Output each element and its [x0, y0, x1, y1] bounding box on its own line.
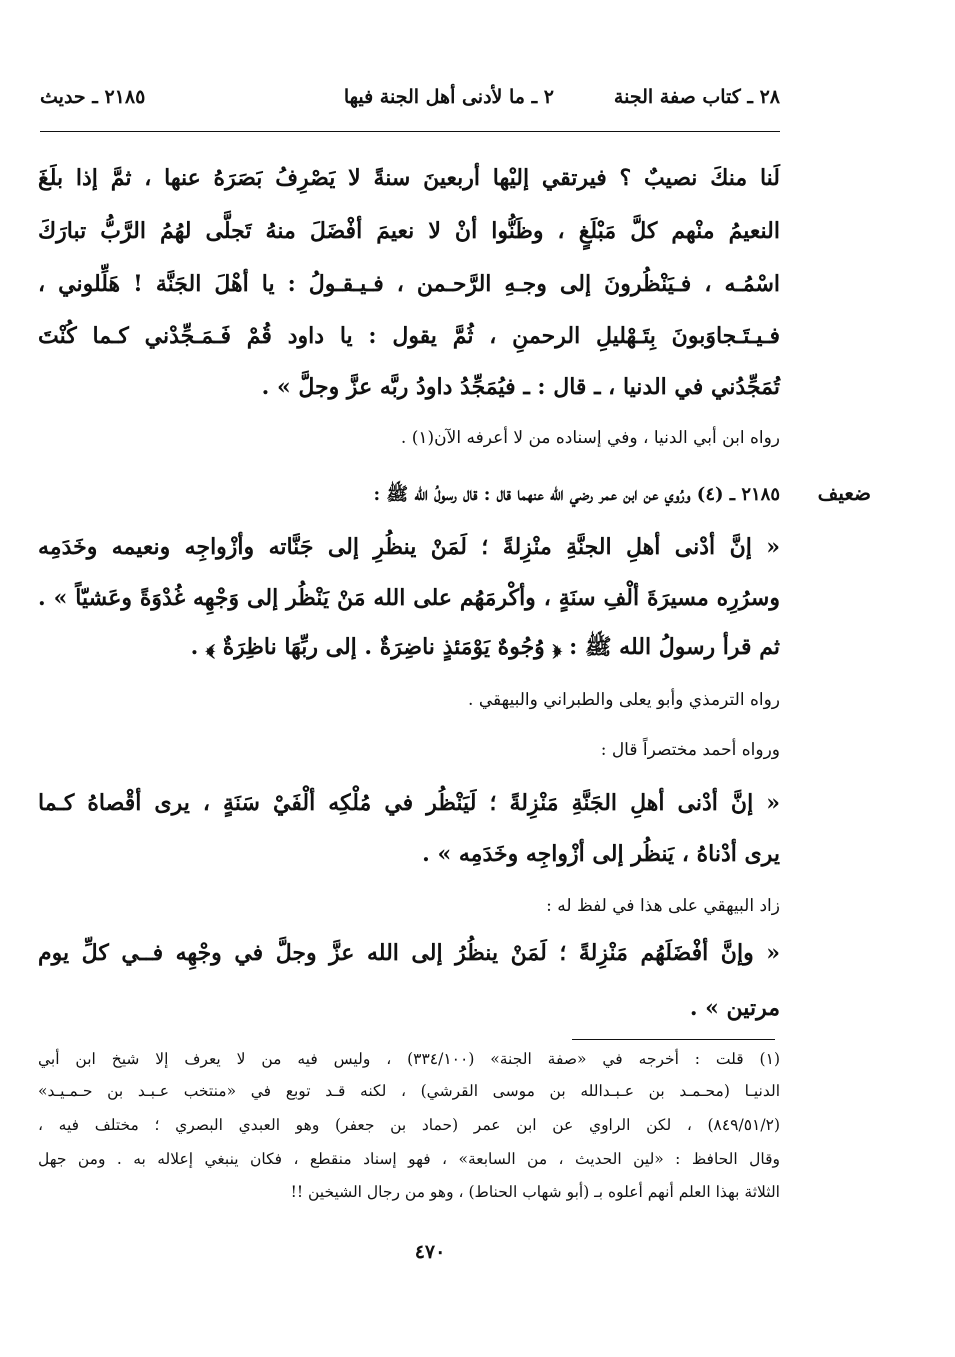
hadith-line: « إنَّ أدْنى أهلِ الجنَّةِ منْزِلةً ؛ لَمَنْ ينظُرِ إلى جَنَّاته وأزْواجِه ونعيمه وخَدَمِه [38, 534, 780, 560]
hadith-line: ثم قرأ رسولُ الله ﷺ : ﴿ وُجُوهٌ يَوْمَئذٍ ناضِرَةٌ . إلى ربِّهَا ناظِرَةٌ ﴾ . [190, 634, 780, 660]
bayhaqi-line: مرتين » . [689, 995, 780, 1021]
ahmad-note: ورواه أحمد مختصراً قال : [600, 740, 780, 760]
footnote-rule [572, 1039, 775, 1040]
chapter-title: ٢٨ ـ كتاب صفة الجنة [613, 86, 780, 108]
section-title: ٢ ـ ما لأدنى أهل الجنة فيها [343, 86, 554, 108]
footnote-line: الثلاثة بهذا العلم أنهم أعلوه بـ (أبو شهاب الحناط) ، وهو من رجال الشيخين !! [290, 1183, 780, 1201]
footnote-line: (١) قلت : أخرجه في «صفة الجنة» (٣٣٤/١٠٠) ، وليس فيه من لا يعرف إلا شيخ ابن أبي [38, 1050, 780, 1068]
source-note: رواه ابن أبي الدنيا ، وفي إسناده من لا أعرفه الآن(١) . [400, 428, 780, 448]
narrators-note: رواه الترمذي وأبو يعلى والطبراني والبيهقي . [468, 690, 780, 710]
bayhaqi-line: « وإنَّ أفْضَلَهُم مَنْزِلةً ؛ لَمَنْ ينظُرُ إلى الله عزَّ وجلَّ في وجْهِه فــي كلِّ يوم [38, 940, 780, 966]
footnote-line: وقال الحافظ : «لين الحديث ، من السابعة» ، فهو إسناد منقطع ، فكان ينبغي إعلاله به . ومن جهل [38, 1150, 780, 1168]
ahmad-line: « إنَّ أدْنى أهلِ الجَنَّةِ مَنْزِلةً ؛ لَيَنْظُر في مُلْكِه ألْفَيْ سَنَةٍ ، يرى أقْصاهُ كـما [38, 790, 780, 816]
body-line: النعيمُ منْهم كلَّ مَبْلَغٍ ، وظَنُّوا أنْ لا نعيمَ أفْضَلَ منهُ تَجلَّى لهُمُ الرَّبُّ تبارَكَ [38, 218, 780, 244]
footnote-line: (٨٤٩/٥١/٢) ، لكن الراوي عن ابن عمر (حماد بن جعفر) وهو العبدي البصري ؛ مختلف فيه ، [38, 1116, 780, 1134]
hadith-intro: ٢١٨٥ ـ (٤) ورُوي عن ابن عمر رضي الله عنهما قال : قال رسولُ الله ﷺ : [373, 484, 780, 505]
body-line: فـيـتَـجاوَبونَ بِتَـهْليلِ الرحمنِ ، ثُمَّ يقول : يا داود قُمْ فَـمَـجِّدْني كـما كُنْتَ [38, 323, 780, 349]
bayhaqi-note: زاد البيهقي على هذا في لفظ له : [546, 896, 780, 916]
ahmad-line: يرى أدْناهُ ، يَنظُر إلى أزْواجِه وخَدَمِه » . [422, 841, 780, 867]
running-header [40, 86, 780, 120]
header-rule [40, 131, 780, 132]
page-number: ٤٧٠ [414, 1241, 446, 1263]
grade-label: ضعيف [817, 481, 871, 505]
body-line: لَنا منكَ نصيبٌ ؟ فيرتقي إليْها أربعينَ سنةً لا يَصْرِفُ بَصَرَهُ عنها ، ثمَّ إذا بلَغَ [38, 165, 780, 191]
footnote-line: الدنيـا (محـمـد بن عـبـدالله بن موسى القرشي) ، لكنه قـد توبع في «منتخب عـبـد بن حـمـيـد» [38, 1082, 780, 1100]
body-line: تُمَجِّدُني في الدنيا ، ـ قال : ـ فيُمَجِّدُ داودُ ربَّه عزَّ وجلَّ » . [261, 374, 780, 400]
hadith-number-header: ٢١٨٥ ـ حديث [40, 86, 146, 108]
body-line: اسْمُـه ، فـيَنْظُرونَ إلى وجـهِ الرَّحـمن ، فـيـقـولُ : يا أهْلَ الجَنَّة ! هَلِّلوني ، [38, 271, 780, 297]
hadith-line: وسرُرِه مسيرَةَ ألْفِ سنَةٍ ، وأكْرمَهُم على الله مَنْ يَنْظُر إلى وَجْهِه غُدْوَةً وعَشيّاً » . [38, 585, 780, 611]
